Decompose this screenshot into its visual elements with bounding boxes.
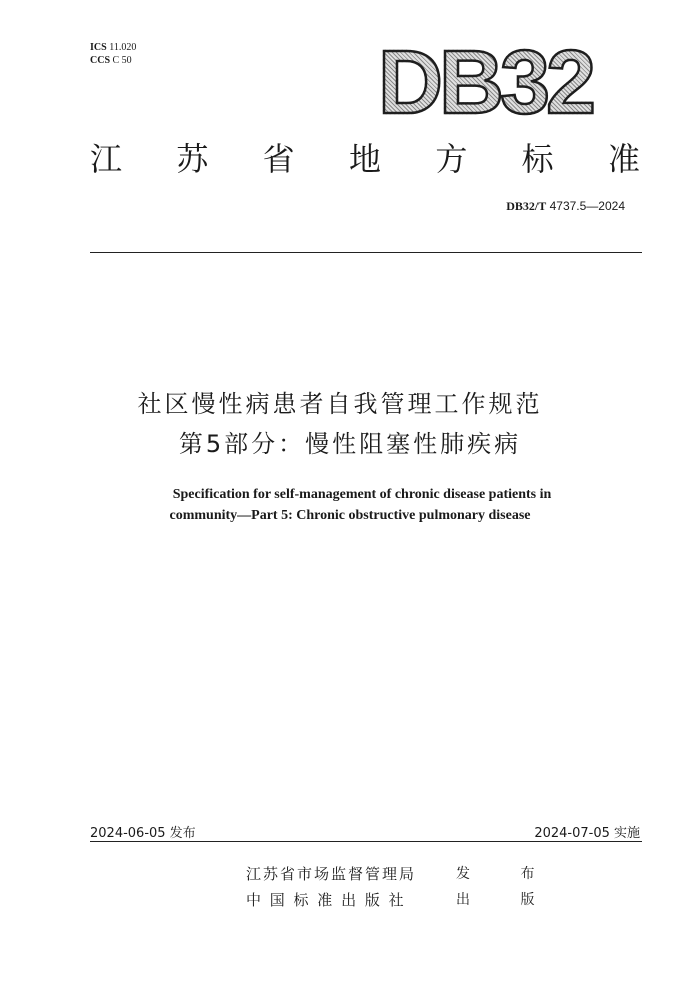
publisher-org: 江苏省市场监督管理局	[246, 865, 417, 883]
issuer-char: 地	[348, 140, 381, 178]
printer-action: 出 版	[456, 892, 549, 908]
footer-divider	[90, 841, 642, 842]
printer-org: 中 国 标 准 出 版 社	[246, 891, 406, 909]
issuer-char: 标	[521, 140, 554, 178]
issuer-char: 方	[435, 140, 468, 178]
english-title-line2: community—Part 5: Chronic obstructive pulmonary disease	[169, 508, 531, 523]
issuer-char: 准	[607, 140, 640, 178]
issuer-title	[90, 140, 640, 178]
publisher-row	[246, 863, 549, 884]
header-divider	[90, 252, 642, 253]
issuer-char: 江	[90, 140, 123, 178]
publisher-action: 发 布	[456, 866, 549, 882]
db32-logo: DB32	[378, 33, 593, 133]
printer-row	[246, 889, 549, 910]
ccs-code: CCS C 50	[90, 55, 132, 66]
document-title-line2: 第5部分：慢性阻塞性肺疾病	[178, 430, 522, 458]
issuer-char: 省	[262, 140, 295, 178]
implement-date: 2024-07-05 实施	[534, 826, 640, 841]
classification-codes	[90, 41, 136, 67]
publish-date: 2024-06-05 发布	[90, 826, 196, 841]
issuer-char: 苏	[176, 140, 209, 178]
ics-code: ICS 11.020	[90, 42, 137, 53]
english-title-line1: Specification for self-management of chronic disease patients in	[172, 487, 552, 502]
document-title-line1: 社区慢性病患者自我管理工作规范	[137, 390, 543, 418]
standard-number: DB32/T 4737.5—2024	[506, 199, 625, 213]
